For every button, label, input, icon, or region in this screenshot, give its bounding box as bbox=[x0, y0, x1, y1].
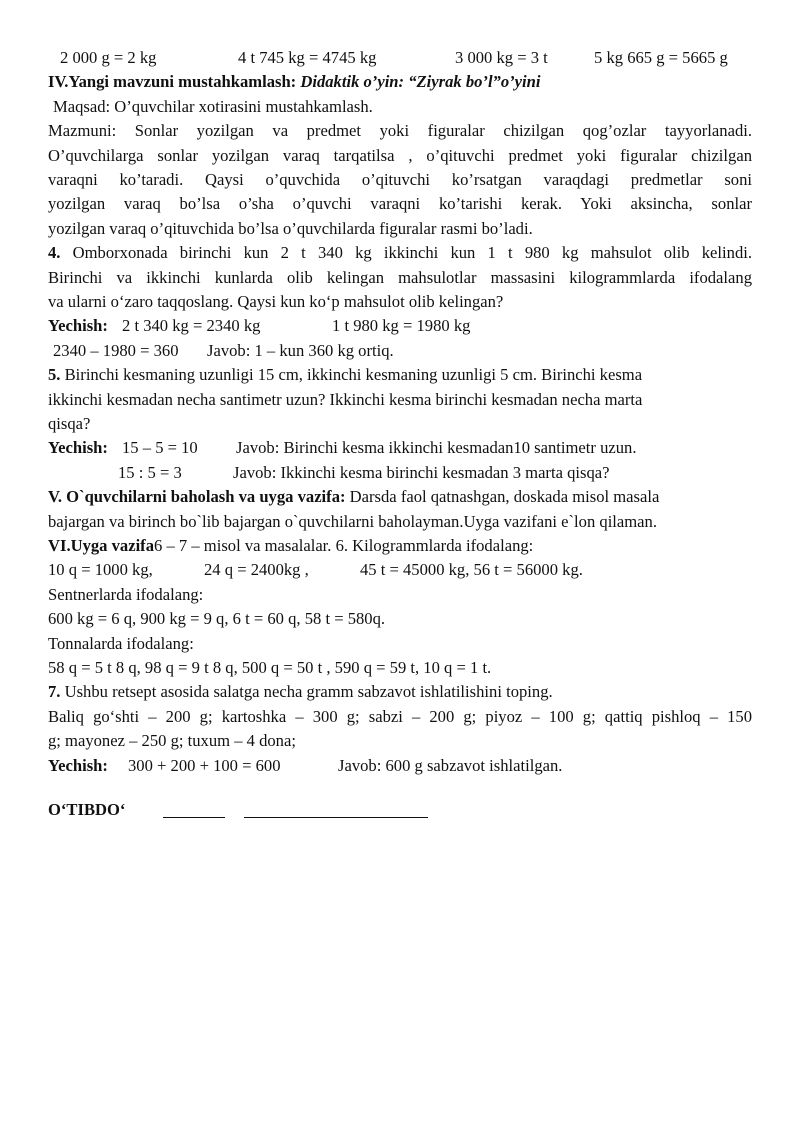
solution-line: Yechish: 2 t 340 kg = 2340 kg 1 t 980 kg = 1980 kg bbox=[48, 316, 471, 336]
signature-blank bbox=[163, 800, 225, 818]
paragraph-line: Mazmuni: Sonlar yozilgan va predmet yoki figuralar chizilgan qog’ozlar tayyorlanadi. bbox=[48, 121, 752, 141]
problem-5 bbox=[48, 363, 752, 485]
solution-line: Yechish: 15 – 5 = 10 Javob: Birinchi kesma ikkinchi kesmadan10 santimetr uzun. bbox=[48, 438, 637, 458]
ingredients-line: g; mayonez – 250 g; tuxum – 4 dona; bbox=[48, 731, 296, 751]
ingredients-line: Baliq go‘shti – 200 g; kartoshka – 300 g; sabzi – 200 g; piyoz – 100 g; qattiq pishloq – 150 bbox=[48, 706, 752, 726]
conversion-item: 3 000 kg = 3 t bbox=[455, 48, 548, 67]
content-paragraph bbox=[48, 119, 752, 241]
section-5-line: bajargan va birinch bo`lib bajargan o`quvchilarni baholayman.Uyga vazifani e`lon qilaman. bbox=[48, 511, 657, 531]
section-5-line: V. O`quvchilarni baholash va uyga vazifa: Darsda faol qatnashgan, doskada misol masala bbox=[48, 487, 660, 507]
tonna-line: 58 q = 5 t 8 q, 98 q = 9 t 8 q, 500 q = 50 t , 590 q = 59 t, 10 q = 1 t. bbox=[48, 658, 492, 678]
conversion-item: 2 000 g = 2 kg bbox=[60, 48, 157, 67]
conversion-item: 5 kg 665 g = 5665 g bbox=[594, 48, 728, 67]
paragraph-line: yozilgan varaq bo’lsa o’sha o’quvchi varaqni ko’tarishi kerak. Yoki aksincha, sonlar bbox=[48, 194, 752, 214]
solution-line: Yechish: 300 + 200 + 100 = 600 Javob: 600 g sabzavot ishlatilgan. bbox=[48, 755, 563, 775]
approval-line bbox=[48, 798, 752, 822]
problem-7 bbox=[48, 680, 752, 778]
problem-line: va ularni o‘zaro taqqoslang. Qaysi kun ko‘p mahsulot olib kelingan? bbox=[48, 292, 504, 312]
sentner-line: 600 kg = 6 q, 900 kg = 9 q, 6 t = 60 q, 58 t = 580q. bbox=[48, 609, 386, 629]
goal-text: Maqsad: O’quvchilar xotirasini mustahkamlash. bbox=[53, 96, 373, 116]
approval-label: O‘TIBDO‘ bbox=[48, 800, 126, 820]
problem-4 bbox=[48, 241, 752, 363]
sentner-label: Sentnerlarda ifodalang: bbox=[48, 584, 204, 604]
paragraph-line: varaqni ko’taradi. Qaysi o’quvchida o’qituvchi ko’rsatgan varaqdagi predmetlar soni bbox=[48, 170, 752, 190]
section-5 bbox=[48, 485, 752, 534]
section-6 bbox=[48, 534, 752, 680]
solution-line: 2340 – 1980 = 360 Javob: 1 – kun 360 kg ortiq. bbox=[53, 340, 394, 360]
document-page bbox=[48, 46, 752, 822]
problem-line: 7. Ushbu retsept asosida salatga necha gramm sabzavot ishlatilishini toping. bbox=[48, 682, 553, 702]
paragraph-line: yozilgan varaq o’qituvchida bo’lsa o’quvchilarda figuralar rasmi bo’ladi. bbox=[48, 218, 533, 238]
conversions-row bbox=[48, 46, 752, 70]
name-blank bbox=[244, 800, 428, 818]
section-6-heading: VI.Uyga vazifa6 – 7 – misol va masalalar. 6. Kilogrammlarda ifodalang: bbox=[48, 536, 534, 556]
tonna-label: Tonnalarda ifodalang: bbox=[48, 633, 194, 653]
conversion-item: 4 t 745 kg = 4745 kg bbox=[238, 48, 377, 67]
section-4-heading: IV.Yangi mavzuni mustahkamlash: Didaktik o’yin: “Ziyrak bo’l”o’yini bbox=[48, 72, 541, 92]
paragraph-line: O’quvchilarga sonlar yozilgan varaq tarqatilsa , o’qituvchi predmet yoki figuralar chizilgan bbox=[48, 145, 752, 165]
kg-line: 10 q = 1000 kg, 24 q = 2400kg , 45 t = 45000 kg, 56 t = 56000 kg. bbox=[48, 560, 583, 580]
problem-line: Birinchi va ikkinchi kunlarda olib kelingan mahsulotlar massasini kilogrammlarda ifodalang bbox=[48, 267, 752, 287]
problem-line: qisqa? bbox=[48, 414, 91, 434]
solution-line: 15 : 5 = 3 Javob: Ikkinchi kesma birinchi kesmadan 3 marta qisqa? bbox=[118, 462, 610, 482]
problem-line: 5. Birinchi kesmaning uzunligi 15 cm, ikkinchi kesmaning uzunligi 5 cm. Birinchi kesma bbox=[48, 365, 643, 385]
problem-line: 4. Omborxonada birinchi kun 2 t 340 kg ikkinchi kun 1 t 980 kg mahsulot olib kelindi. bbox=[48, 243, 752, 263]
problem-line: ikkinchi kesmadan necha santimetr uzun? Ikkinchi kesma birinchi kesmadan necha marta bbox=[48, 389, 643, 409]
